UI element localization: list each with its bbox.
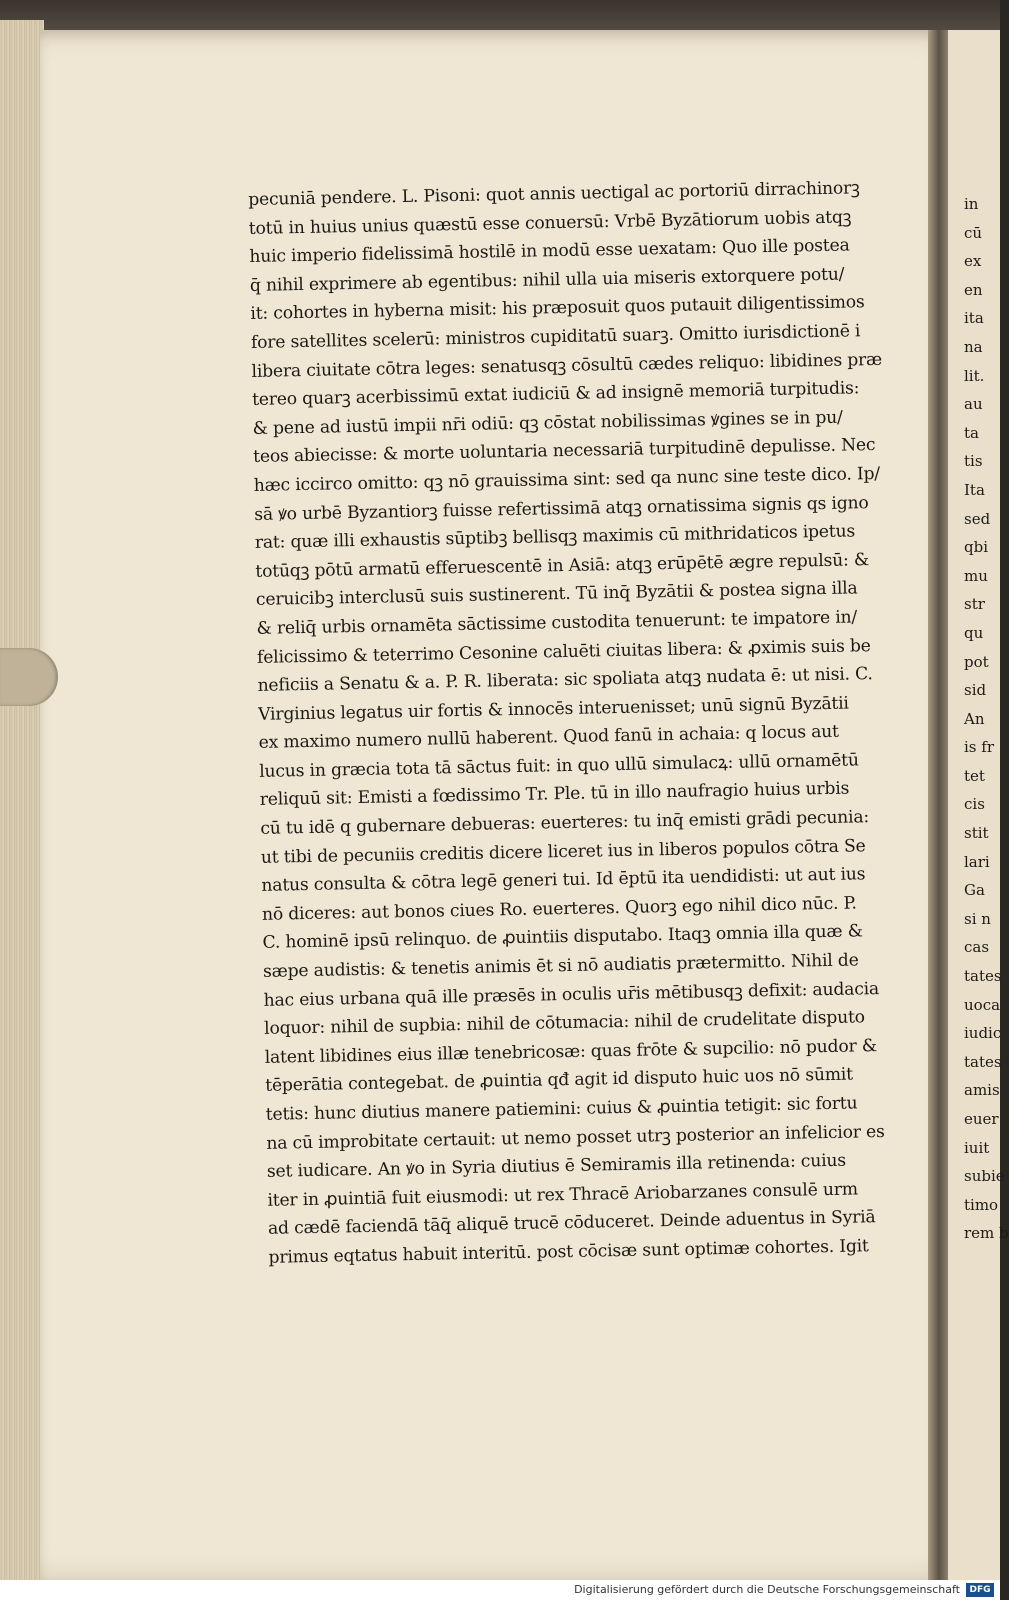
facing-fragment: timo xyxy=(964,1195,999,1214)
text-line: hæc iccirco omitto: qꝫ nō grauissima sint: sed qa nunc sine teste dico. Ip/ xyxy=(253,463,881,496)
facing-fragment: lit. xyxy=(964,366,985,385)
facing-fragment: au xyxy=(964,395,983,414)
facing-fragment: tis xyxy=(964,452,983,471)
facing-fragment: cū xyxy=(964,223,983,242)
text-line: tēperātia contegebat. de ꝓuintia qđ agit id disputo huic uos nō sūmit xyxy=(265,1064,854,1097)
facing-fragment: pot xyxy=(964,652,989,671)
facing-fragment: Ita xyxy=(964,480,985,499)
text-line: hac eius urbana quā ille præsēs in oculis ur̄is mētibusqꝫ defixit: audacia xyxy=(263,978,880,1011)
text-line: Virginius legatus uir fortis & innocēs interuenisset; unū signū Byzātii xyxy=(257,693,849,725)
facing-fragment: tates xyxy=(964,1052,1002,1071)
text-line: sæpe audistis: & tenetis animis ēt si nō audiatis prætermitto. Nihil de xyxy=(262,950,859,982)
facing-fragment: en xyxy=(964,280,983,299)
facing-fragment: lari xyxy=(964,852,990,871)
text-line: fore satellites scelerū: ministros cupiditatū suarꝫ. Omitto iurisdictionē i xyxy=(250,321,861,353)
text-line: natus consulta & cōtra legē generi tui. Id ēptū ita uendidisti: ut aut ius xyxy=(261,864,866,897)
facing-fragment: stit xyxy=(964,824,989,843)
facing-fragment: ita xyxy=(964,309,984,328)
book-gutter xyxy=(928,30,948,1580)
text-line: pecuniā pendere. L. Pisoni: quot annis uectigal ac portoriū dirrachinorꝫ xyxy=(248,178,860,210)
text-line: reliquū sit: Emisti a fœdissimo Tr. Ple. tū in illo naufragio huius urbis xyxy=(259,779,850,811)
text-line: latent libidines eius illæ tenebricosæ: quas frōte & supcilio: nō pudor & xyxy=(264,1035,878,1068)
text-line: nō diceres: aut bonos ciues Ro. euerteres. Quorꝫ ego nihil dico nūc. P. xyxy=(261,893,857,925)
facing-fragment: qbi xyxy=(964,538,989,557)
facing-fragment: str xyxy=(964,595,985,614)
facing-fragment: uoca xyxy=(964,995,1001,1014)
text-line: it: cohortes in hyberna misit: his præposuit quos putauit diligentissimos xyxy=(250,292,865,325)
text-line: neficiis a Senatu & a. P. R. liberata: sic spoliata atqꝫ nudata ē: ut nisi. C. xyxy=(257,664,873,696)
facing-fragment: ta xyxy=(964,423,979,442)
facing-fragment: tates xyxy=(964,967,1002,986)
facing-fragment: rem b xyxy=(964,1224,1009,1243)
facing-fragment: si n xyxy=(964,909,991,928)
facing-fragment: sed xyxy=(964,509,991,528)
page-stack-edges xyxy=(0,20,44,1580)
text-line: na cū improbitate certauit: ut nemo posset utrꝫ posterior an infelicior es xyxy=(266,1121,885,1154)
text-line: totū in huius unius quæstū esse conuersū: Vrbē Byzātiorum uobis atqꝫ xyxy=(248,207,852,239)
text-line: lucus in græcia tota tā sāctus fuit: in quo ullū simulacꝝ: ullū ornamētū xyxy=(259,750,859,782)
facing-fragment: amis xyxy=(964,1081,1000,1100)
facing-fragment: in xyxy=(964,195,979,213)
text-line: rat: quæ illi exhaustis sūptibꝫ bellisqꝫ maximis cū mithridaticos ipetus xyxy=(254,521,856,554)
facing-fragment: iudic xyxy=(964,1024,1002,1043)
text-line: totūqꝫ pōtū armatū efferuescentē in Asiā: atqꝫ erūpētē ægre repulsū: & xyxy=(255,549,870,582)
facing-fragment: qu xyxy=(964,623,984,642)
footer-bar xyxy=(0,1580,1000,1600)
facing-fragment: Ga xyxy=(964,881,985,900)
facing-fragment: ex xyxy=(964,252,982,271)
facing-fragment: na xyxy=(964,337,983,356)
faint-stamp-mark xyxy=(298,1252,388,1272)
text-line: teos abiecisse: & morte uoluntaria necessariā turpitudinē depulisse. Nec xyxy=(253,435,876,468)
text-line: sā ꝟo urbē Byzantiorꝫ fuisse refertissimā atqꝫ ornatissima signis qs igno xyxy=(254,492,869,525)
facing-fragment: sid xyxy=(964,681,987,700)
facing-fragment: is fr xyxy=(964,738,994,757)
text-line: loquor: nihil de supbia: nihil de cōtumacia: nihil de crudelitate disputo xyxy=(263,1007,866,1040)
text-line: huic imperio fidelissimā hostilē in modū esse uexatam: Quo ille postea xyxy=(249,235,850,268)
footer-credit: Digitalisierung gefördert durch die Deutsche Forschungsgemeinschaft xyxy=(574,1583,960,1596)
text-line: ut tibi de pecuniis creditis dicere liceret ius in liberos populos cōtra Se xyxy=(260,835,866,868)
text-line: ex maximo numero nullū haberent. Quod fanū in achaia: q locus aut xyxy=(258,722,839,754)
facing-fragment: tet xyxy=(964,766,985,785)
text-line: iter in ꝓuintiā fuit eiusmodi: ut rex Thracē Ariobarzanes consulē urm xyxy=(267,1179,859,1211)
text-line: q̄ nihil exprimere ab egentibus: nihil ulla uia miseris extorquere potu/ xyxy=(249,264,845,296)
incunable-text-block xyxy=(248,173,927,1272)
text-line: tereo quarꝫ acerbissimū extat iudiciū & ad insignē memoriā turpitudis: xyxy=(251,378,860,411)
text-line: primus eqtatus habuit interitū. post cōcisæ sunt optimæ cohortes. Igit xyxy=(268,1236,869,1268)
facing-fragment: iuit xyxy=(964,1138,990,1157)
facing-page xyxy=(948,30,1009,1580)
text-line: & pene ad iustū impii nr̄i odiū: qꝫ cōstat nobilissimas ꝟgines se in pu/ xyxy=(252,407,843,439)
text-line: C. hominē ipsū relinquo. de ꝓuintiis disputabo. Itaqꝫ omnia illa quæ & xyxy=(262,921,863,954)
dfg-logo-icon: DFG xyxy=(966,1583,994,1597)
facing-fragment: subie xyxy=(964,1167,1005,1186)
facing-fragment: An xyxy=(964,709,985,728)
text-line: cū tu idē q gubernare debueras: euerteres: tu inq̄ emisti grādi pecunia: xyxy=(260,807,870,839)
facing-fragment: mu xyxy=(964,566,988,585)
facing-fragment: cas xyxy=(964,938,990,957)
facing-fragment: cis xyxy=(964,795,985,814)
text-line: tetis: hunc diutius manere patiemini: cuius & ꝓuintia tetigit: sic fortu xyxy=(265,1093,858,1125)
facing-fragment: euer xyxy=(964,1110,999,1128)
text-line: felicissimo & teterrimo Cesonine caluēti ciuitas libera: & ꝓximis suis be xyxy=(256,635,871,668)
text-line: libera ciuitate cōtra leges: senatusqꝫ cōsultū cædes reliquo: libidines præ xyxy=(251,349,883,382)
text-line: ad cædē faciendā tāq̄ aliquē trucē cōduceret. Deinde aduentus in Syriā xyxy=(267,1207,876,1240)
text-line: ceruicibꝫ interclusū suis sustinerent. Tū inq̄ Byzātii & postea signa illa xyxy=(255,578,858,611)
facing-page-fragments xyxy=(948,190,1009,1248)
book-clasp xyxy=(0,648,58,706)
text-line: set iudicare. An ꝟo in Syria diutius ē Semiramis illa retinenda: cuius xyxy=(266,1150,847,1183)
text-line: & reliq̄ urbis ornamēta sāctissime custodita tenuerunt: te impatore in/ xyxy=(256,607,858,639)
